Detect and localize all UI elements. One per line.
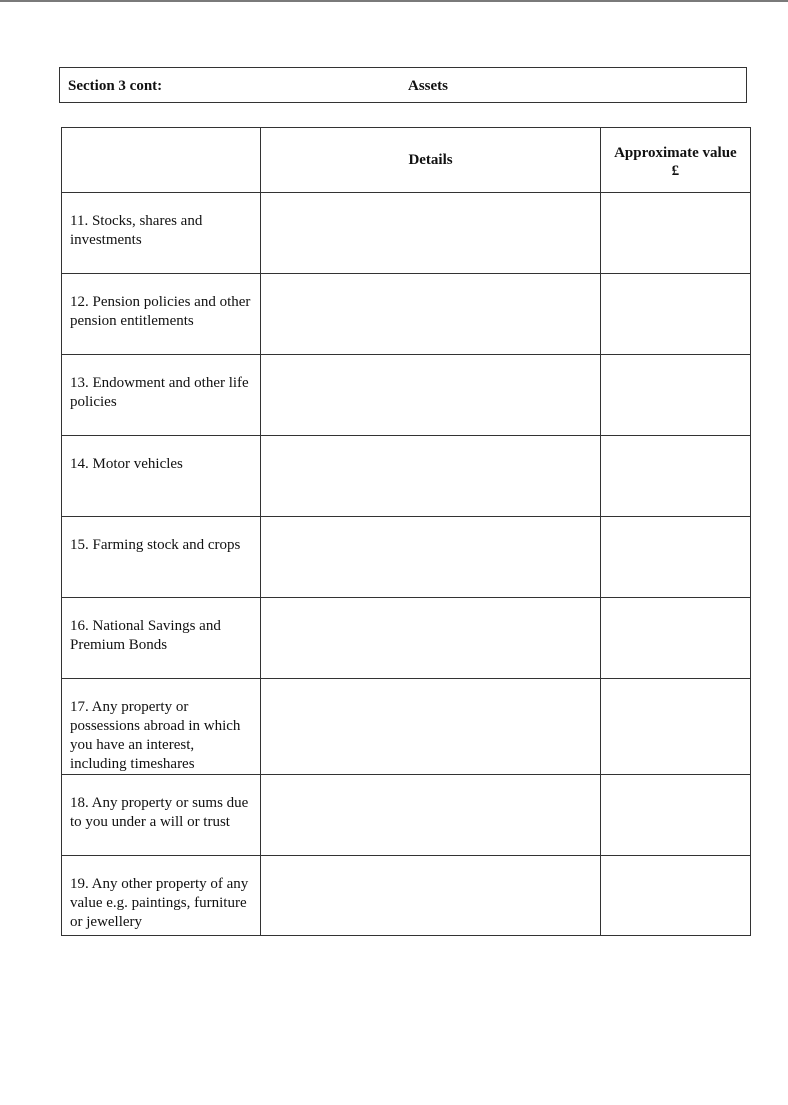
item-label: 14. Motor vehicles <box>70 456 183 472</box>
details-field[interactable] <box>261 436 600 517</box>
item-label: 15. Farming stock and crops <box>70 537 241 553</box>
table-row <box>62 274 751 355</box>
table-row <box>62 436 751 517</box>
item-label: 11. Stocks, shares and investments <box>70 213 203 248</box>
details-field[interactable] <box>261 775 600 856</box>
item-label: 18. Any property or sums due to you under a will or trust <box>70 795 249 830</box>
details-field[interactable] <box>261 274 600 355</box>
item-label-cell <box>62 517 261 598</box>
table-row <box>62 355 751 436</box>
item-label-cell <box>62 274 261 355</box>
value-field[interactable] <box>600 679 750 775</box>
item-label: 17. Any property or possessions abroad in which you have an interest, including timeshares <box>70 699 241 772</box>
table-row <box>62 193 751 274</box>
details-field[interactable] <box>261 856 600 936</box>
header-value-label: Approximate value <box>614 145 737 161</box>
header-item-cell <box>62 128 261 193</box>
value-field[interactable] <box>600 856 750 936</box>
item-label-cell <box>62 355 261 436</box>
item-label-cell <box>62 598 261 679</box>
item-label-cell <box>62 193 261 274</box>
section-title: Assets <box>408 78 448 94</box>
section-header-box <box>59 67 747 103</box>
assets-table <box>61 127 751 936</box>
value-field[interactable] <box>600 598 750 679</box>
table-row <box>62 679 751 775</box>
item-label: 12. Pension policies and other pension entitlements <box>70 294 251 329</box>
value-field[interactable] <box>600 355 750 436</box>
details-field[interactable] <box>261 517 600 598</box>
item-label: 16. National Savings and Premium Bonds <box>70 618 221 653</box>
details-field[interactable] <box>261 193 600 274</box>
table-row <box>62 775 751 856</box>
section-label: Section 3 cont: <box>68 78 163 94</box>
table-row <box>62 517 751 598</box>
details-field[interactable] <box>261 355 600 436</box>
item-label-cell <box>62 856 261 936</box>
table-row <box>62 598 751 679</box>
value-field[interactable] <box>600 517 750 598</box>
details-field[interactable] <box>261 679 600 775</box>
value-field[interactable] <box>600 775 750 856</box>
header-approximate-value <box>600 128 750 193</box>
item-label-cell <box>62 679 261 775</box>
header-details: Details <box>261 128 600 193</box>
value-field[interactable] <box>600 436 750 517</box>
value-field[interactable] <box>600 193 750 274</box>
item-label-cell <box>62 436 261 517</box>
page-top-rule <box>0 0 788 2</box>
item-label-cell <box>62 775 261 856</box>
table-header-row <box>62 128 751 193</box>
value-field[interactable] <box>600 274 750 355</box>
item-label: 13. Endowment and other life policies <box>70 375 249 410</box>
details-field[interactable] <box>261 598 600 679</box>
item-label: 19. Any other property of any value e.g. paintings, furniture or jewellery <box>70 876 249 930</box>
table-row <box>62 856 751 936</box>
header-currency-symbol: £ <box>671 163 680 179</box>
